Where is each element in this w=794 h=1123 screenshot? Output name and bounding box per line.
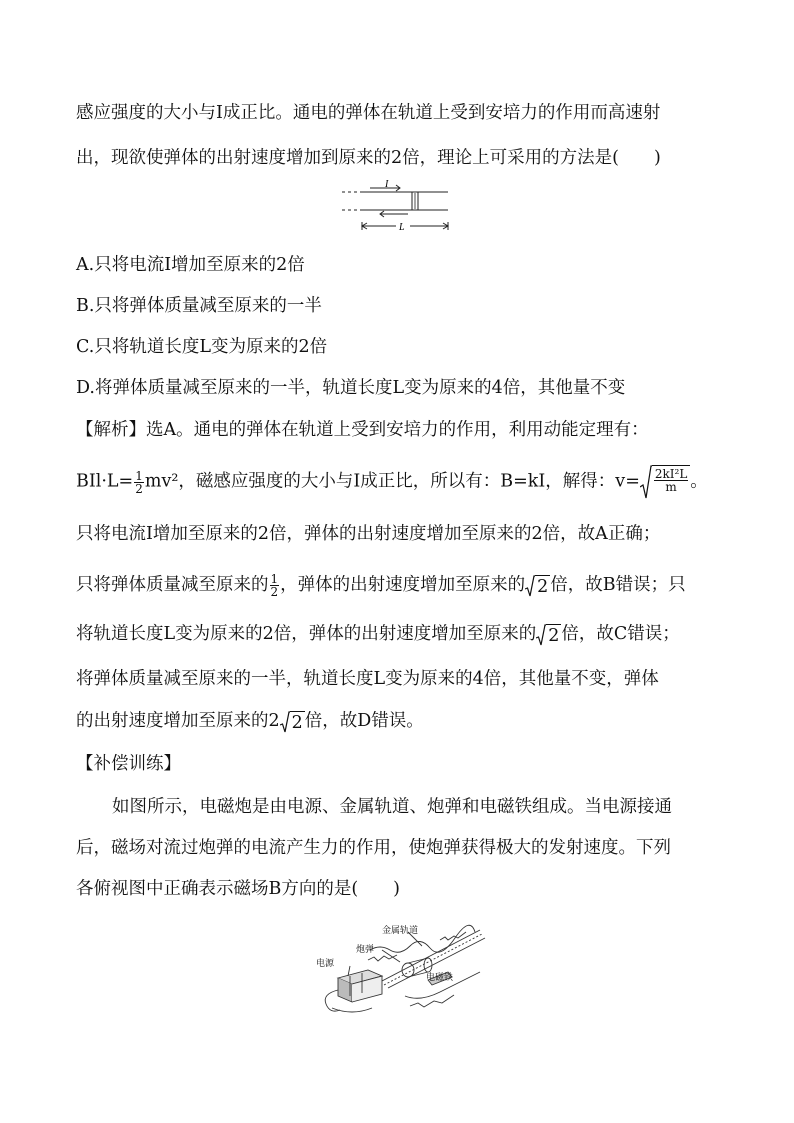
analysis-l4-b: ，弹体的出射速度增加至原来的: [280, 575, 526, 595]
sqrt-den: m: [665, 480, 677, 494]
analysis-line-3: 只将电流Ⅰ增加至原来的2倍，弹体的出射速度增加至原来的2倍，故A正确；: [76, 524, 661, 544]
question-line-2: 出，现欲使弹体的出射速度增加到原来的2倍，理论上可采用的方法是( ): [76, 148, 661, 168]
fraction-den: 2: [270, 585, 279, 599]
analysis-line-5: [76, 622, 680, 646]
railgun-illustration: [310, 910, 490, 1022]
option-c: C.只将轨道长度L变为原来的2倍: [76, 337, 328, 357]
length-label: L: [399, 222, 405, 233]
label-shell: 炮弹: [356, 945, 375, 955]
rail-diagram: [340, 180, 460, 236]
fraction-half: [134, 470, 144, 495]
sqrt-radicand: [652, 465, 690, 499]
training-line-3: 各俯视图中正确表示磁场B方向的是( ): [76, 879, 401, 899]
sqrt-radicand: 2: [291, 712, 303, 733]
analysis-l2-a: BIl·L=: [76, 471, 134, 492]
radical-sign: [536, 624, 546, 646]
analysis-line-7: [76, 709, 424, 733]
analysis-l2-end: 。: [690, 471, 708, 492]
current-label: I: [385, 180, 389, 190]
analysis-l5-b: 倍，故C错误；: [561, 624, 680, 644]
training-line-1: 如图所示，电磁炮是由电源、金属轨道、炮弹和电磁铁组成。当电源接通: [112, 797, 672, 817]
analysis-line-1: 【解析】选A。通电的弹体在轨道上受到安培力的作用，利用动能定理有：: [76, 420, 649, 440]
sqrt-radicand: 2: [548, 625, 560, 646]
fraction-half: [270, 573, 280, 598]
label-rail: 金属轨道: [382, 926, 419, 936]
analysis-line-4: [76, 573, 686, 598]
analysis-l2-b: mv²，磁感应强度的大小与Ⅰ成正比，所以有：B=kI，解得：v=: [144, 471, 640, 492]
analysis-l4-c: 倍，故B错误；只: [550, 575, 686, 595]
sqrt-fraction: [654, 468, 688, 493]
analysis-l5-a: 将轨道长度L变为原来的2倍，弹体的出射速度增加至原来的: [76, 624, 537, 644]
radical-sign: [640, 465, 652, 499]
fraction-num: 1: [270, 572, 279, 586]
sqrt-two: [525, 575, 550, 597]
sqrt-two: [536, 624, 561, 646]
option-d: D.将弹体质量减至原来的一半，轨道长度L变为原来的4倍，其他量不变: [76, 378, 626, 398]
radical-sign: [280, 711, 290, 733]
analysis-line-2: [76, 465, 708, 499]
question-line-1: 感应强度的大小与Ⅰ成正比。通电的弹体在轨道上受到安培力的作用而高速射: [76, 103, 661, 123]
sqrt-expression: [640, 465, 690, 499]
analysis-l7-a: 的出射速度增加至原来的2: [76, 711, 280, 731]
training-heading: 【补偿训练】: [76, 754, 181, 774]
sqrt-num: 2kI²L: [654, 467, 688, 481]
analysis-line-6: 将弹体质量减至原来的一半，轨道长度L变为原来的4倍，其他量不变，弹体: [76, 669, 659, 689]
radical-sign: [525, 575, 535, 597]
training-line-2: 后，磁场对流过炮弹的电流产生力的作用，使炮弹获得极大的发射速度。下列: [76, 838, 671, 858]
label-magnet: 电磁铁: [426, 973, 454, 983]
analysis-l4-a: 只将弹体质量减至原来的: [76, 575, 269, 595]
fraction-den: 2: [135, 481, 143, 496]
label-power: 电源: [316, 959, 335, 969]
option-b: B.只将弹体质量减至原来的一半: [76, 296, 322, 316]
sqrt-two: [280, 711, 305, 733]
analysis-l7-b: 倍，故D错误。: [304, 711, 424, 731]
fraction-num: 1: [135, 468, 143, 483]
option-a: A.只将电流Ⅰ增加至原来的2倍: [76, 255, 305, 275]
sqrt-radicand: 2: [537, 576, 549, 597]
